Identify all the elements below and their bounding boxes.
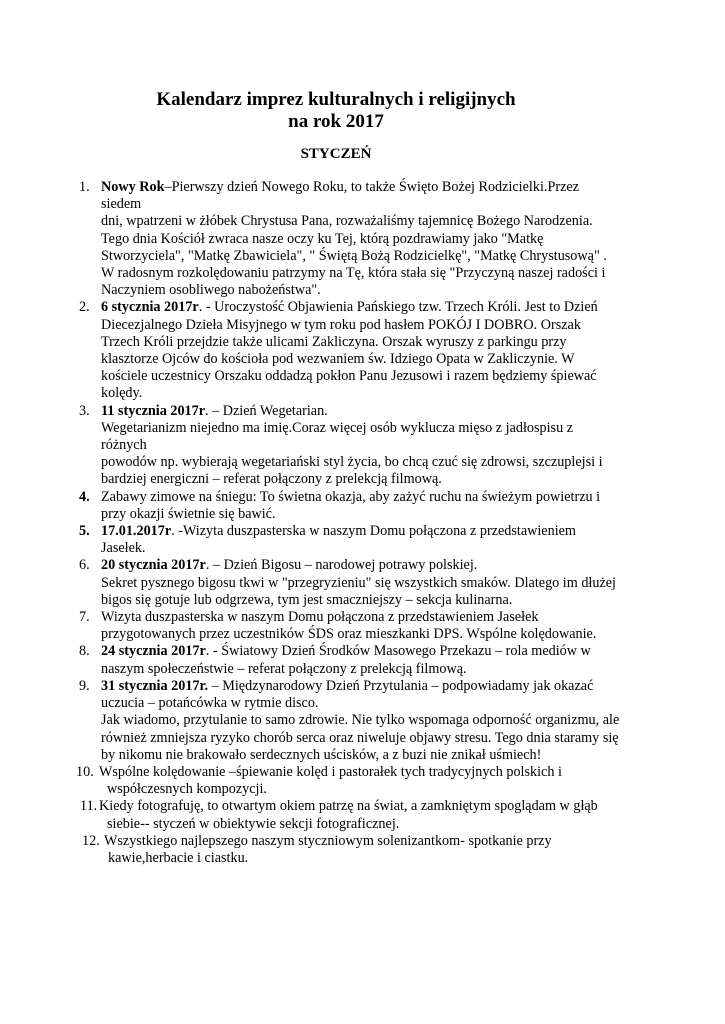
list-item-line-text: również zmniejsza ryzyko chorób serca oraz niweluje objawy stresu. Tego dnia staramy się (101, 729, 619, 746)
list-item-text (101, 643, 620, 677)
list-item-line (101, 454, 620, 471)
list-item-line-text: przygotowanych przez uczestników ŚDS oraz mieszkanki DPS. Wspólne kolędowanie. (101, 626, 597, 643)
list-item (0, 299, 725, 402)
list-item-line-text: Wizyta duszpasterska w naszym Domu połączona z przedstawieniem Jasełek (101, 609, 539, 626)
list-item-line-text: przy okazji świetnie się bawić. (101, 505, 276, 522)
list-item-line-text: Tego dnia Kościół zwraca nasze oczy ku Tej, którą pozdrawiamy jako "Matkę (101, 230, 544, 247)
list-item-line (101, 747, 620, 764)
list-item-line (101, 557, 620, 574)
list-item-number: 10. (76, 763, 94, 780)
list-item (0, 764, 725, 798)
list-item-date: Nowy Rok (101, 179, 165, 195)
list-item-line (101, 626, 620, 643)
list-item-text (101, 557, 620, 609)
list-item-line-text: . – Dzień Wegetarian. (205, 402, 328, 419)
list-item-text (104, 833, 623, 867)
list-item-number: 1. (79, 179, 90, 195)
list-item-line-text: Sekret pysznego bigosu tkwi w "przegryzieniu" się wszystkich smaków. Dlatego im dłużej (101, 574, 616, 591)
list-item-line (101, 609, 620, 626)
list-item-line-text: W radosnym rozkolędowaniu patrzymy na Tę, która stała się "Przyczyną naszej radości i (101, 265, 606, 282)
list-item-line (101, 385, 620, 402)
list-item-line-text: Stworzyciela", "Matkę Zbawiciela", " Świętą Bożą Rodzicielkę", "Matkę Chrystusową" . (101, 247, 607, 264)
list-item (0, 833, 725, 867)
list-item-line (108, 850, 623, 867)
list-item-line-text: Trzech Króli przejdzie także ulicami Zakliczyna. Orszak wyruszy z parkingu przy (101, 333, 567, 350)
list-item-line (101, 282, 620, 299)
list-item-line (101, 317, 620, 334)
list-item (0, 609, 725, 643)
list-item-line-text: . - Światowy Dzień Środków Masowego Przekazu – rola mediów w (205, 643, 591, 660)
list-item-line-text: uczucia – potańcówka w rytmie disco. (101, 695, 319, 712)
list-item-line (101, 523, 620, 540)
list-item-date: 17.01.2017r (101, 523, 172, 540)
list-item-line (101, 368, 620, 385)
document-title-line-1: Kalendarz imprez kulturalnych i religijnych (156, 89, 516, 110)
list-item-text (101, 609, 620, 643)
list-item-line-text: bardziej energiczni – referat połączony z prelekcją filmową. (101, 471, 442, 488)
list-item-line-text: naszym społeczeństwie – referat połączony z prelekcją filmową. (101, 660, 467, 677)
list-item-date: 24 stycznia 2017r (101, 643, 206, 660)
list-item-line-text: Zabawy zimowe na śniegu: To świetna okazja, aby zażyć ruchu na świeżym powietrzu i (101, 488, 601, 505)
list-item-line (101, 334, 620, 351)
list-item-text (101, 523, 620, 557)
list-item-line-text: – Międzynarodowy Dzień Przytulania – podpowiadamy jak okazać (208, 677, 594, 694)
list-item-line-text: powodów np. wybierają wegetariański styl życia, bo chcą czuć się zdrowsi, szczuplejsi i (101, 454, 603, 471)
list-item-line-text: Kiedy fotografuję, to otwartym okiem patrzę na świat, a zamkniętym spoglądam w głąb (99, 798, 598, 815)
list-item-line (101, 643, 620, 660)
list-item-line-text: Jak wiadomo, przytulanie to samo zdrowie. Nie tylko wspomaga odporność organizmu, ale (101, 712, 620, 729)
list-item-date: 20 stycznia 2017r (101, 557, 206, 574)
list-item-line-text: Naczyniem osobliwego nabożeństwa". (101, 282, 321, 299)
list-item-line-text: bigos się gotuje lub odgrzewa, tym jest smaczniejszy – sekcja kulinarna. (101, 591, 513, 608)
list-item-line-text: Diecezjalnego Dzieła Misyjnego w tym roku pod hasłem POKÓJ I DOBRO. Orszak (101, 316, 581, 333)
list-item (0, 557, 725, 609)
list-item-line (104, 833, 623, 850)
list-item-line (101, 575, 620, 592)
list-item-line (101, 712, 620, 729)
list-item-text (101, 179, 620, 299)
list-item (0, 798, 725, 832)
list-item-number: 5. (79, 523, 90, 540)
list-item-line (101, 403, 620, 420)
list-item-line-text: Wszystkiego najlepszego naszym styczniowym solenizantkom- spotkanie przy (104, 832, 552, 849)
list-item-line-text: Jasełek. (101, 540, 146, 557)
list-item-line-text: –Pierwszy dzień Nowego Roku, to także Święto Bożej Rodzicielki.Przez siedem (101, 179, 579, 213)
list-item (0, 523, 725, 557)
list-item-text (101, 299, 620, 402)
event-list (0, 179, 725, 867)
list-item-text (101, 678, 620, 764)
list-item-line (107, 816, 618, 833)
list-item-line (101, 661, 620, 678)
list-item-line-text: . - Uroczystość Objawienia Pańskiego tzw. Trzech Króli. Jest to Dzień (198, 299, 598, 316)
document-title-line-2: na rok 2017 (288, 111, 384, 132)
list-item-number: 6. (79, 557, 90, 574)
list-item-date: 6 stycznia 2017r (101, 299, 199, 316)
list-item (0, 403, 725, 489)
list-item-line-text: . – Dzień Bigosu – narodowej potrawy polskiej. (205, 557, 478, 574)
list-item-line (101, 471, 620, 488)
list-item-number: 2. (79, 299, 90, 316)
list-item-number: 4. (79, 488, 90, 505)
list-item (0, 678, 725, 764)
list-item-text (101, 489, 620, 523)
list-item-line (101, 678, 620, 695)
list-item-line (101, 730, 620, 747)
list-item-number: 11. (80, 798, 98, 815)
list-item-line-text: dni, wpatrzeni w żłóbek Chrystusa Pana, rozważaliśmy tajemnicę Bożego Narodzenia. (101, 213, 593, 230)
list-item-text (101, 403, 620, 489)
list-item (0, 489, 725, 523)
list-item-number: 7. (79, 609, 90, 626)
list-item-line (101, 213, 620, 230)
list-item-line (101, 592, 620, 609)
list-item-text (99, 798, 618, 832)
list-item-line-text: . -Wizyta duszpasterska w naszym Domu połączona z przedstawieniem (171, 523, 576, 540)
list-item-line (101, 248, 620, 265)
list-item-line-text: Wspólne kolędowanie –śpiewanie kolęd i pastorałek tych tradycyjnych polskich i (99, 763, 562, 780)
list-item-line (101, 506, 620, 523)
list-item-text (99, 764, 618, 798)
list-item-number: 9. (79, 677, 90, 694)
list-item-line (99, 798, 618, 815)
list-item-line (101, 351, 620, 368)
list-item-line-text: kościele uczestnicy Orszaku oddadzą pokłon Panu Jezusowi i razem będziemy śpiewać (101, 368, 597, 385)
list-item-line-text: kolędy. (101, 385, 143, 402)
list-item-line-text: klasztorze Ojców do kościoła pod wezwaniem św. Idziego Opata w Zakliczynie. W (101, 351, 575, 368)
month-heading: STYCZEŃ (300, 146, 372, 162)
list-item-line (101, 265, 620, 282)
list-item-line-text: by nikomu nie brakowało serdecznych uścisków, a z buzi nie znikał uśmiech! (101, 746, 542, 763)
list-item-line-text: siebie-- styczeń w obiektywie sekcji fotograficznej. (107, 815, 400, 832)
list-item-line (101, 489, 620, 506)
list-item (0, 179, 725, 299)
list-item-number: 3. (79, 402, 90, 419)
list-item-number: 8. (79, 643, 90, 660)
list-item-date: 11 stycznia 2017r (101, 402, 206, 419)
list-item-line (107, 781, 618, 798)
list-item-line (101, 299, 620, 316)
list-item-line (101, 540, 620, 557)
list-item-line (101, 420, 620, 454)
list-item-line-text: współczesnych kompozycji. (107, 781, 267, 798)
list-item-line (99, 764, 618, 781)
list-item-line-text: kawie,herbacie i ciastku. (108, 849, 249, 866)
list-item-date: 31 stycznia 2017r. (101, 677, 209, 694)
list-item-line (101, 695, 620, 712)
list-item-line (101, 179, 620, 213)
list-item-line (101, 231, 620, 248)
list-item-line-text: Wegetarianizm niejedno ma imię.Coraz więcej osób wyklucza mięso z jadłospisu z różnych (101, 419, 574, 454)
list-item (0, 643, 725, 677)
list-item-number: 12. (82, 832, 100, 849)
